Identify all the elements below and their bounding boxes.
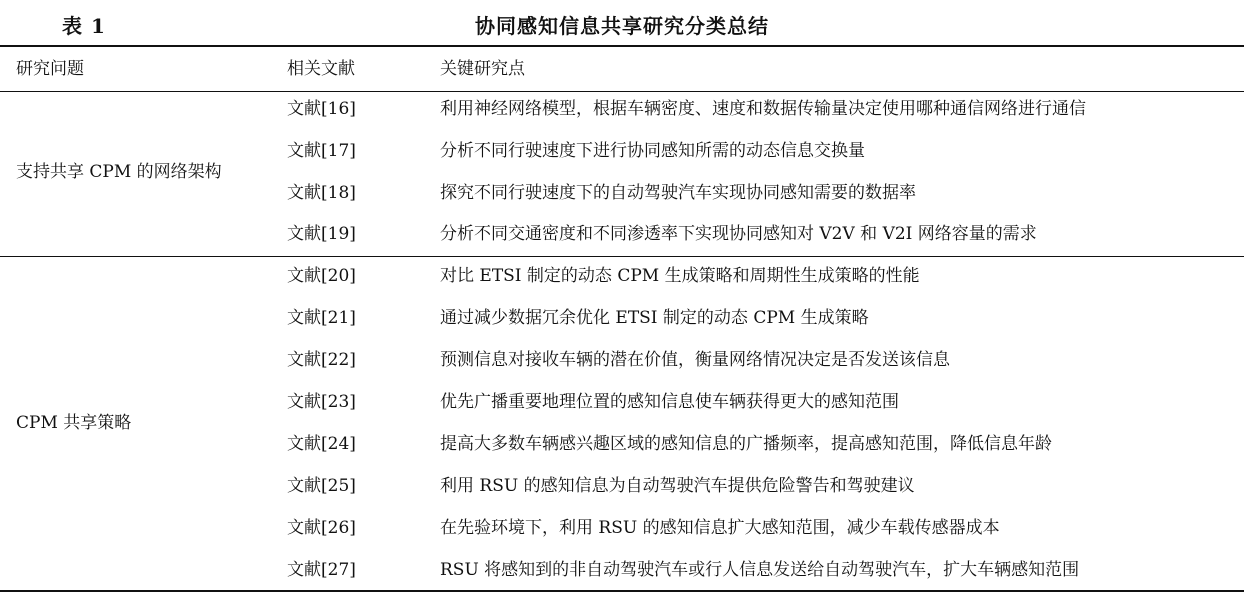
table-row-point: 对比 ETSI 制定的动态 CPM 生成策略和周期性生成策略的性能	[440, 266, 920, 286]
table-row-point: 通过减少数据冗余优化 ETSI 制定的动态 CPM 生成策略	[440, 308, 869, 328]
group-separator-rule	[0, 256, 1244, 257]
table-row-point: RSU 将感知到的非自动驾驶汽车或行人信息发送给自动驾驶汽车，扩大车辆感知范围	[440, 560, 1080, 580]
table-row-point: 优先广播重要地理位置的感知信息使车辆获得更大的感知范围	[440, 392, 899, 412]
table-row-point: 分析不同行驶速度下进行协同感知所需的动态信息交换量	[440, 141, 865, 161]
table-label: 表 1	[62, 14, 106, 38]
table-row-point: 利用神经网络模型，根据车辆密度、速度和数据传输量决定使用哪种通信网络进行通信	[440, 99, 1086, 119]
table-row-ref: 文献[27]	[287, 560, 356, 580]
group-topic-network-architecture: 支持共享 CPM 的网络架构	[16, 162, 222, 182]
table-row-point: 探究不同行驶速度下的自动驾驶汽车实现协同感知需要的数据率	[440, 183, 916, 203]
table-row-ref: 文献[24]	[287, 434, 356, 454]
table-bottom-rule	[0, 590, 1244, 592]
table-row-ref: 文献[16]	[287, 99, 356, 119]
table-row-ref: 文献[26]	[287, 518, 356, 538]
header-key-research-points: 关键研究点	[440, 59, 525, 79]
header-related-references: 相关文献	[287, 59, 355, 79]
table-row-ref: 文献[22]	[287, 350, 356, 370]
table-row-ref: 文献[17]	[287, 141, 356, 161]
table-row-ref: 文献[23]	[287, 392, 356, 412]
table-row-ref: 文献[21]	[287, 308, 356, 328]
table-row-ref: 文献[19]	[287, 224, 356, 244]
table-row-point: 预测信息对接收车辆的潜在价值，衡量网络情况决定是否发送该信息	[440, 350, 950, 370]
table-title: 协同感知信息共享研究分类总结	[475, 14, 769, 38]
table-row-ref: 文献[25]	[287, 476, 356, 496]
table-row-point: 利用 RSU 的感知信息为自动驾驶汽车提供危险警告和驾驶建议	[440, 476, 915, 496]
group-topic-cpm-sharing-strategy: CPM 共享策略	[16, 413, 132, 433]
header-rule	[0, 91, 1244, 92]
table-row-ref: 文献[20]	[287, 266, 356, 286]
table-row-ref: 文献[18]	[287, 183, 356, 203]
header-research-problem: 研究问题	[16, 59, 84, 79]
table-row-point: 提高大多数车辆感兴趣区域的感知信息的广播频率，提高感知范围，降低信息年龄	[440, 434, 1052, 454]
table-row-point: 分析不同交通密度和不同渗透率下实现协同感知对 V2V 和 V2I 网络容量的需求	[440, 224, 1037, 244]
table-top-rule	[0, 45, 1244, 47]
table-row-point: 在先验环境下，利用 RSU 的感知信息扩大感知范围，减少车载传感器成本	[440, 518, 1000, 538]
